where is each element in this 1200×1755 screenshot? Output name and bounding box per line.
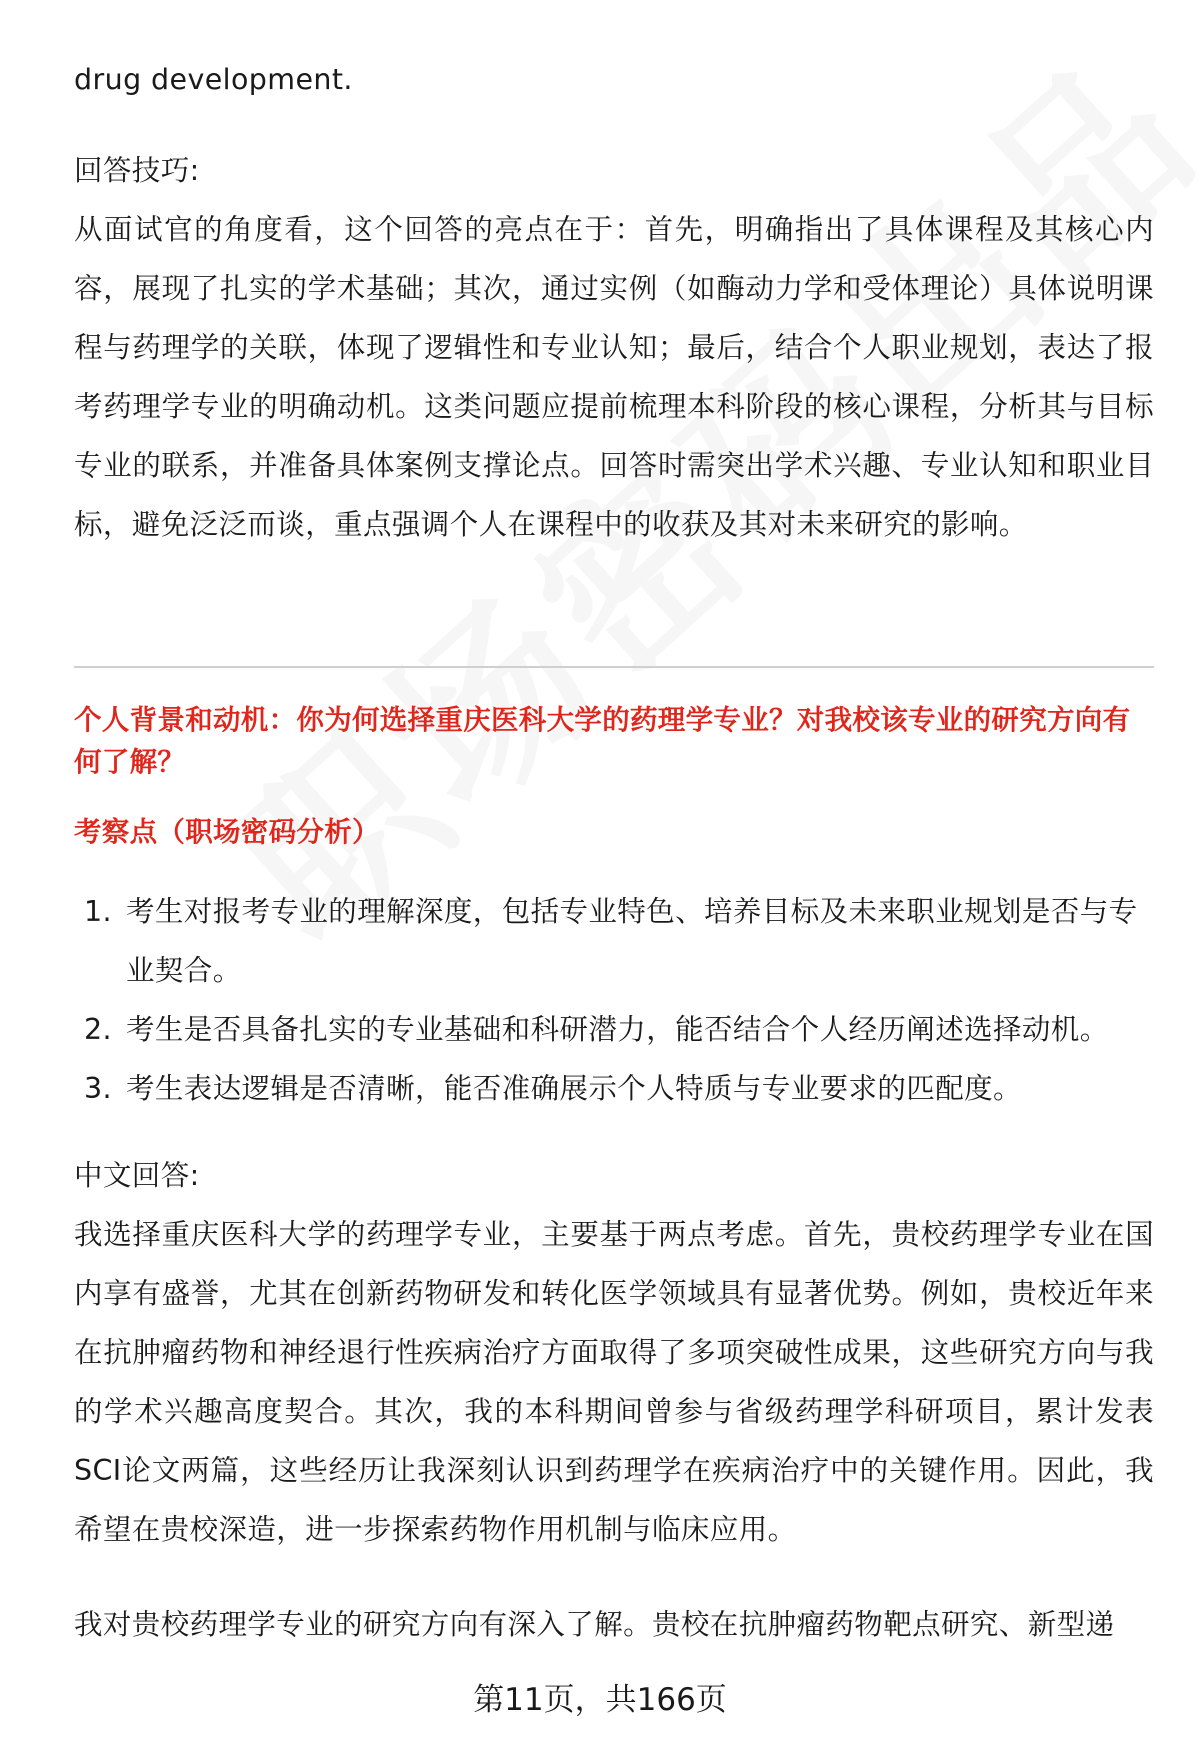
list-item-number: 2. [84, 1013, 112, 1046]
list-item [74, 1000, 1154, 1059]
list-item [74, 1059, 1154, 1118]
list-item [74, 882, 1154, 1000]
page-number: 第11页，共166页 [473, 1682, 727, 1718]
analysis-title: 考察点（职场密码分析） [74, 816, 380, 848]
list-item-text: 考生是否具备扎实的专业基础和科研潜力，能否结合个人经历阐述选择动机。 [126, 1013, 1109, 1046]
list-item-text: 考生对报考专业的理解深度，包括专业特色、培养目标及未来职业规划是否与专业契合。 [126, 895, 1138, 987]
lead-text: drug development. [74, 63, 353, 96]
analysis-list [74, 882, 1154, 1118]
list-item-number: 1. [84, 895, 112, 928]
question-heading: 个人背景和动机：你为何选择重庆医科大学的药理学专业？对我校该专业的研究方向有何了解？ [74, 704, 1131, 778]
section-divider [74, 666, 1154, 668]
answer-label: 中文回答: [74, 1159, 200, 1192]
tips-label: 回答技巧: [74, 154, 200, 187]
answer-body-continued: 我对贵校药理学专业的研究方向有深入了解。贵校在抗肿瘤药物靶点研究、新型递 [74, 1608, 1115, 1641]
answer-body: 我选择重庆医科大学的药理学专业，主要基于两点考虑。首先，贵校药理学专业在国内享有盛誉，尤其在创新药物研发和转化医学领域具有显著优势。例如，贵校近年来在抗肿瘤药物和神经退行性疾病治疗方面取得了多项突破性成果，这些研究方向与我的学术兴趣高度契合。其次，我的本科期间曾参与省级药理学科研项目，累计发表SCI论文两篇，这些经历让我深刻认识到药理学在疾病治疗中的关键作用。因此，我希望在贵校深造，进一步探索药物作用机制与临床应用。 [74, 1218, 1154, 1546]
tips-body: 从面试官的角度看，这个回答的亮点在于：首先，明确指出了具体课程及其核心内容，展现了扎实的学术基础；其次，通过实例（如酶动力学和受体理论）具体说明课程与药理学的关联，体现了逻辑性和专业认知；最后，结合个人职业规划，表达了报考药理学专业的明确动机。这类问题应提前梳理本科阶段的核心课程，分析其与目标专业的联系，并准备具体案例支撑论点。回答时需突出学术兴趣、专业认知和职业目标，避免泛泛而谈，重点强调个人在课程中的收获及其对未来研究的影响。 [74, 213, 1154, 541]
list-item-number: 3. [84, 1072, 112, 1105]
list-item-text: 考生表达逻辑是否清晰，能否准确展示个人特质与专业要求的匹配度。 [126, 1072, 1022, 1105]
